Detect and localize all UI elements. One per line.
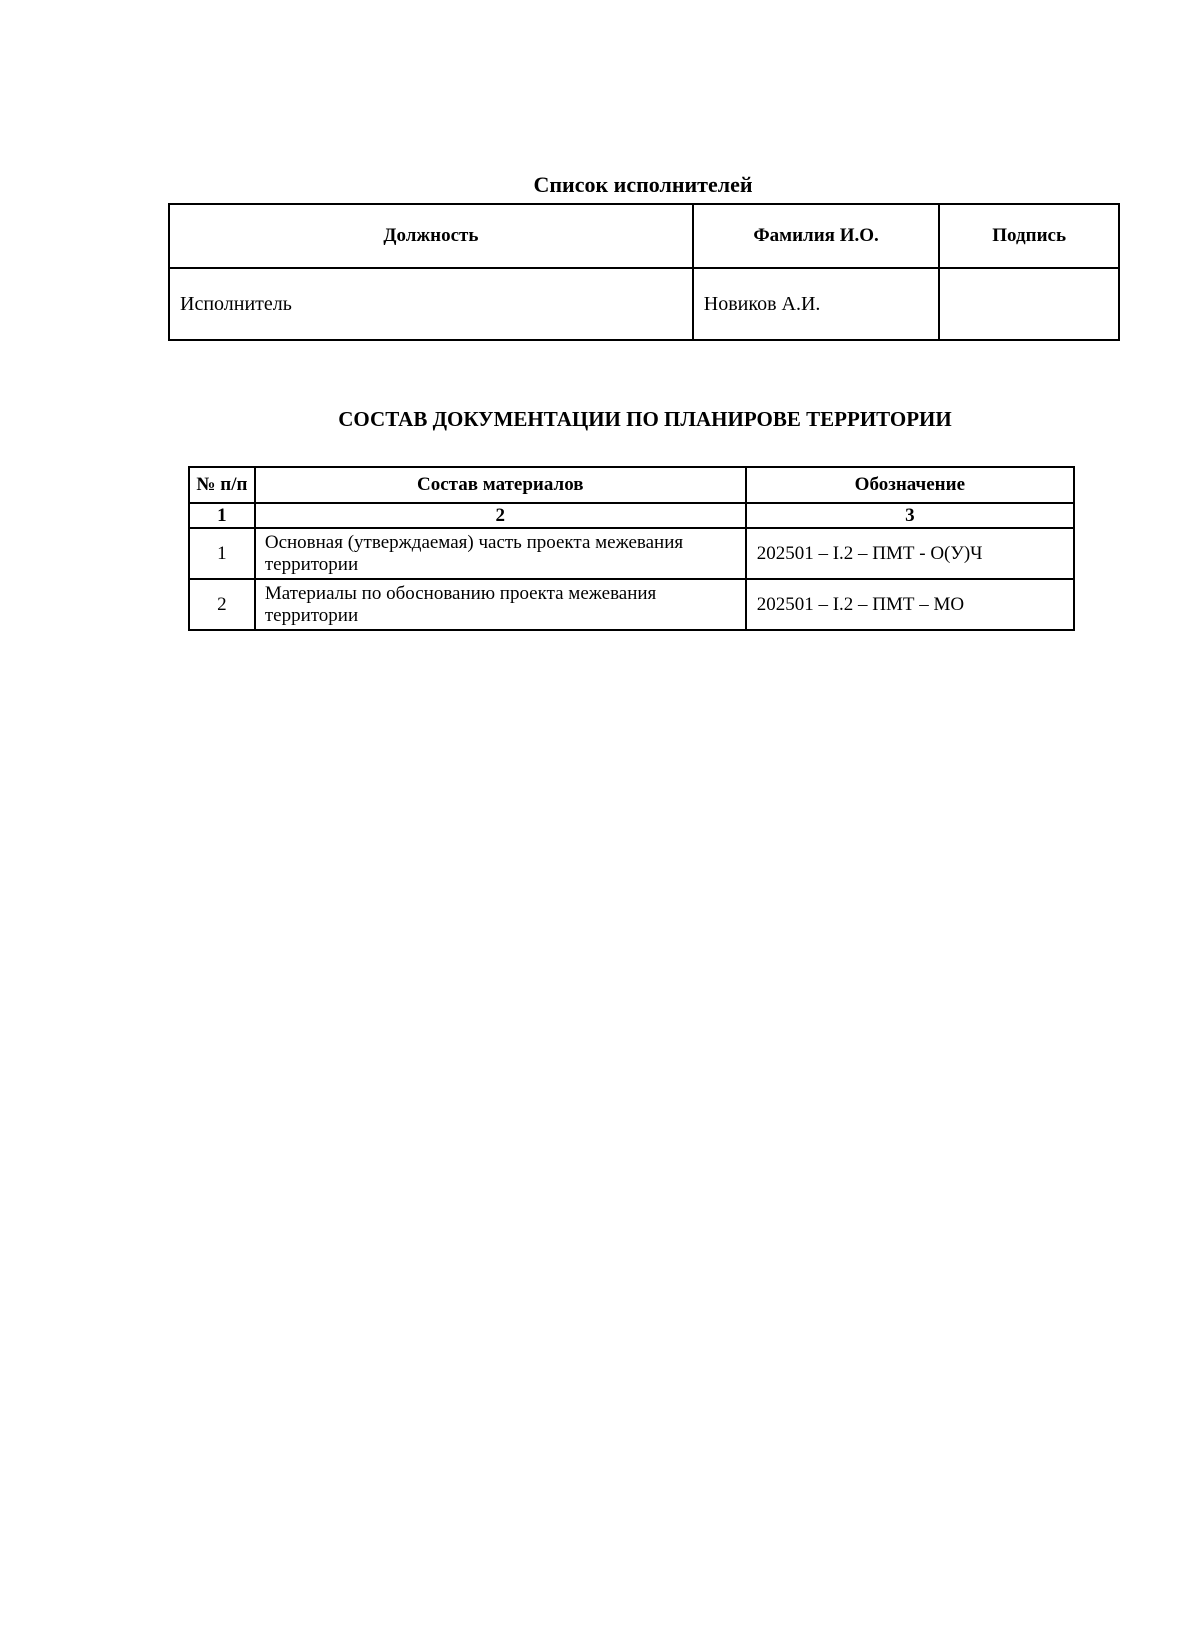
- executor-signature: [939, 268, 1119, 340]
- row-code: 202501 – I.2 – ПМТ – МО: [746, 579, 1074, 630]
- header-position: Должность: [169, 204, 693, 268]
- executors-table: [168, 203, 1120, 341]
- table-row: [189, 579, 1074, 630]
- executors-header-row: [169, 204, 1119, 268]
- column-number-2: 2: [255, 503, 746, 528]
- documentation-header-row: [189, 467, 1074, 503]
- header-number: № п/п: [189, 467, 255, 503]
- row-number: 2: [189, 579, 255, 630]
- row-number: 1: [189, 528, 255, 579]
- documentation-table: [188, 466, 1075, 631]
- header-designation: Обозначение: [746, 467, 1074, 503]
- column-number-1: 1: [189, 503, 255, 528]
- row-material: Материалы по обоснованию проекта межевания территории: [255, 579, 746, 630]
- header-materials: Состав материалов: [255, 467, 746, 503]
- executor-name: Новиков А.И.: [693, 268, 940, 340]
- header-name: Фамилия И.О.: [693, 204, 940, 268]
- column-number-row: [189, 503, 1074, 528]
- documentation-title: СОСТАВ ДОКУМЕНТАЦИИ ПО ПЛАНИРОВЕ ТЕРРИТОРИИ: [338, 407, 952, 431]
- header-signature: Подпись: [939, 204, 1119, 268]
- table-row: [189, 528, 1074, 579]
- executors-title: Список исполнителей: [533, 172, 753, 197]
- row-material: Основная (утверждаемая) часть проекта межевания территории: [255, 528, 746, 579]
- table-row: [169, 268, 1119, 340]
- column-number-3: 3: [746, 503, 1074, 528]
- row-code: 202501 – I.2 – ПМТ - О(У)Ч: [746, 528, 1074, 579]
- executor-position: Исполнитель: [169, 268, 693, 340]
